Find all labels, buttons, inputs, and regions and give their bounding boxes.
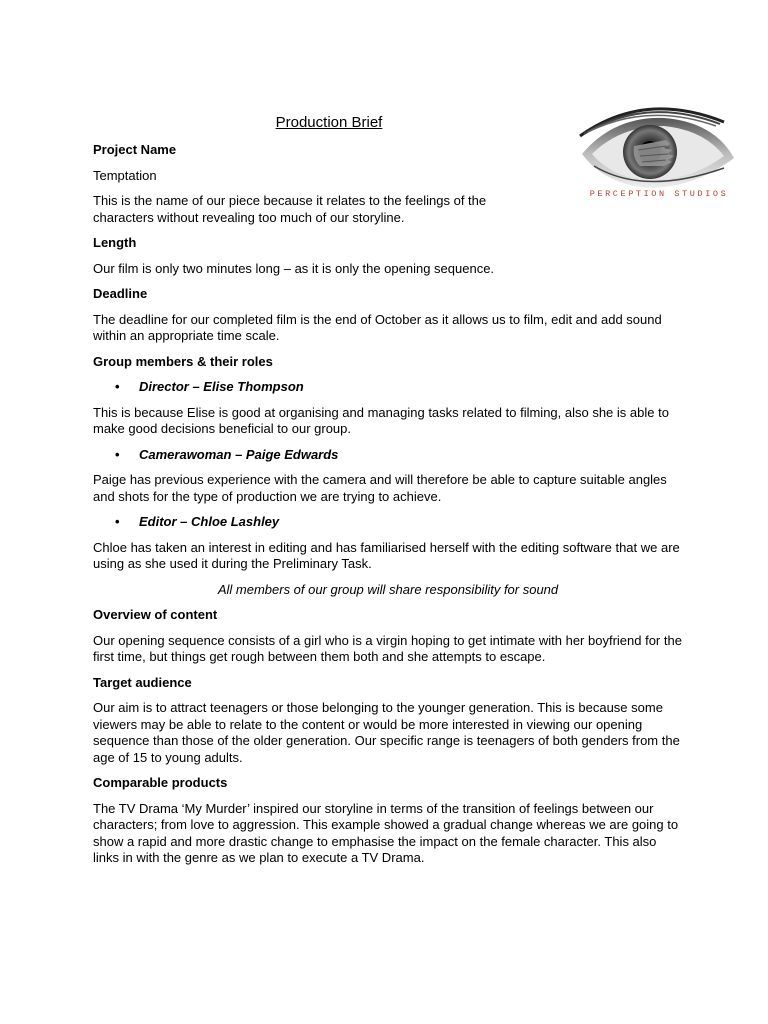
member-role-director bbox=[93, 379, 683, 396]
heading-length: Length bbox=[93, 235, 137, 250]
member-role-label: Camerawoman – Paige Edwards bbox=[139, 446, 339, 462]
heading-project-name: Project Name bbox=[93, 142, 177, 157]
length-text: Our film is only two minutes long – as it is only the opening sequence. bbox=[93, 260, 495, 276]
member-text-camerawoman: Paige has previous experience with the camera and will therefore be able to capture suitable angles and shots for the type of production we are trying to achieve. bbox=[93, 472, 667, 504]
deadline-text: The deadline for our completed film is the end of October as it allows us to film, edit and add sound within an appropriate time scale. bbox=[93, 311, 662, 343]
bullet-dot: • bbox=[115, 514, 120, 529]
logo-text: PERCEPTION STUDIOS bbox=[589, 189, 729, 199]
project-name-value: Temptation bbox=[93, 167, 157, 183]
member-role-label: Editor – Chloe Lashley bbox=[139, 514, 280, 529]
comparable-products-text: The TV Drama ‘My Murder’ inspired our storyline in terms of the transition of feelings between our characters; from love to aggression. This example showed a gradual change whereas we are going to show a rapid and more drastic change to emphasise the impact on the female character. This also links in with the genre as we plan to execute a TV Drama. bbox=[93, 800, 679, 865]
heading-overview: Overview of content bbox=[93, 607, 218, 622]
member-role-label: Director – Elise Thompson bbox=[139, 379, 304, 394]
group-note: All members of our group will share responsibility for sound bbox=[217, 581, 559, 597]
overview-text: Our opening sequence consists of a girl who is a virgin hoping to get intimate with her boyfriend for the first time, but things get rough between them both and she attempts to escape. bbox=[93, 632, 682, 664]
heading-group-members: Group members & their roles bbox=[93, 353, 273, 369]
heading-comparable-products: Comparable products bbox=[93, 775, 228, 790]
project-name-text: This is the name of our piece because it relates to the feelings of the characters without revealing too much of our storyline. bbox=[93, 193, 487, 225]
bullet-dot: • bbox=[115, 379, 120, 394]
bullet-dot: • bbox=[115, 446, 120, 462]
target-audience-text: Our aim is to attract teenagers or those belonging to the younger generation. This is because some viewers may be able to relate to the content or would be more interested in viewing our opening sequence than those of the older generation. Our specific range is teenagers of both genders from the age of 15 to young adults. bbox=[93, 700, 680, 765]
heading-target-audience: Target audience bbox=[93, 674, 192, 690]
member-text-editor: Chloe has taken an interest in editing and has familiarised herself with the editing software that we are using as she used it during the Preliminary Task. bbox=[93, 539, 680, 571]
member-text-director: This is because Elise is good at organising and managing tasks related to filming, also she is able to make good decisions beneficial to our group. bbox=[93, 404, 669, 436]
member-role-editor bbox=[93, 514, 683, 531]
page-title: Production Brief bbox=[275, 114, 383, 131]
document-body bbox=[93, 142, 683, 876]
member-role-camerawoman bbox=[93, 447, 683, 464]
heading-deadline: Deadline bbox=[93, 286, 148, 301]
